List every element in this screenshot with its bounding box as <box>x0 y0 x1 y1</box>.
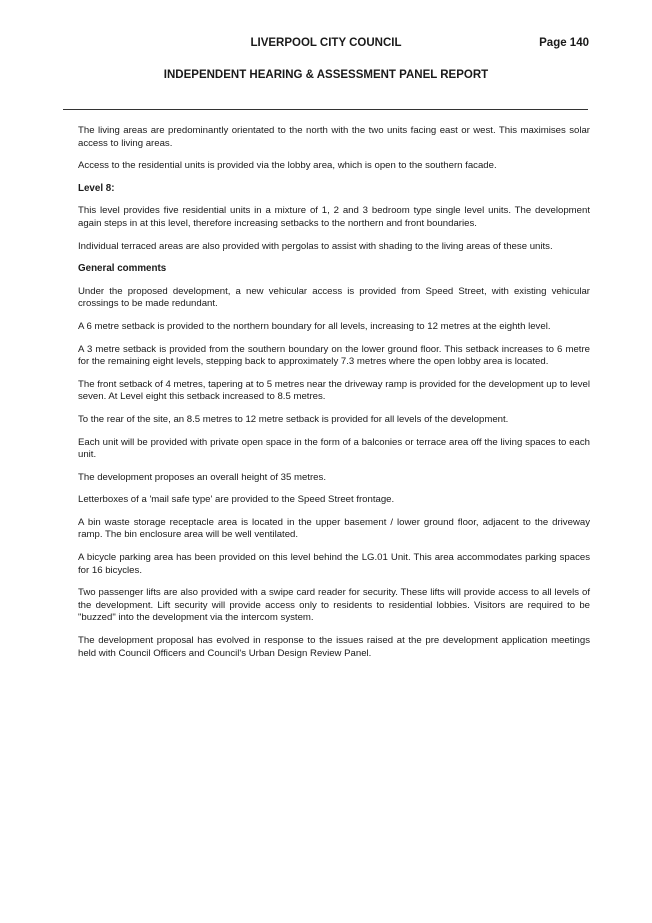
council-name: LIVERPOOL CITY COUNCIL <box>250 37 402 49</box>
report-title: INDEPENDENT HEARING & ASSESSMENT PANEL REPORT <box>163 69 489 81</box>
header-divider <box>63 109 588 110</box>
paragraph: The development proposal has evolved in response to the issues raised at the pre development application meetings held with Council Officers and Council's Urban Design Review Panel. <box>78 635 590 659</box>
page-number: Page 140 <box>539 37 589 49</box>
paragraph: Two passenger lifts are also provided with a swipe card reader for security. These lifts will provide access to all levels of the development. Lift security will provide access only to residents to residential lobbies. Visitors are required to be "buzzed" into the development via the intercom system. <box>78 587 590 624</box>
paragraph: A 6 metre setback is provided to the northern boundary for all levels, increasing to 12 metres at the eighth level. <box>78 320 551 332</box>
paragraph: The development proposes an overall height of 35 metres. <box>78 471 326 483</box>
page-header <box>0 37 652 53</box>
paragraph: Letterboxes of a 'mail safe type' are provided to the Speed Street frontage. <box>78 494 395 506</box>
paragraph: A 3 metre setback is provided from the southern boundary on the lower ground floor. This setback increases to 6 metre for the remaining eight levels, stepping back to approximately 7.3 metres where the open lobby area is located. <box>78 343 590 368</box>
document-body <box>78 125 590 670</box>
section-heading-general-comments: General comments <box>78 263 167 275</box>
paragraph: Individual terraced areas are also provided with pergolas to assist with shading to the living areas of these units. <box>78 240 553 252</box>
paragraph: Each unit will be provided with private open space in the form of a balconies or terrace area off the living spaces to each unit. <box>78 436 590 461</box>
paragraph: Under the proposed development, a new vehicular access is provided from Speed Street, with existing vehicular crossings to be made redundant. <box>78 285 590 310</box>
paragraph: To the rear of the site, an 8.5 metres to 12 metre setback is provided for all levels of the development. <box>78 413 509 425</box>
paragraph: The front setback of 4 metres, tapering at to 5 metres near the driveway ramp is provided for the development up to level seven. At Level eight this setback increased to 8.5 metres. <box>78 378 590 403</box>
paragraph: This level provides five residential units in a mixture of 1, 2 and 3 bedroom type single level units. The development again steps in at this level, therefore increasing setbacks to the northern and front boundaries. <box>78 205 590 229</box>
paragraph: A bicycle parking area has been provided on this level behind the LG.01 Unit. This area accommodates parking spaces for 16 bicycles. <box>78 552 590 576</box>
paragraph: Access to the residential units is provided via the lobby area, which is open to the southern facade. <box>78 160 497 172</box>
section-heading-level-8: Level 8: <box>78 182 115 194</box>
paragraph: The living areas are predominantly orientated to the north with the two units facing east or west. This maximises solar access to living areas. <box>78 125 590 149</box>
paragraph: A bin waste storage receptacle area is located in the upper basement / lower ground floor, adjacent to the driveway ramp. The bin enclosure area will be well ventilated. <box>78 516 590 541</box>
